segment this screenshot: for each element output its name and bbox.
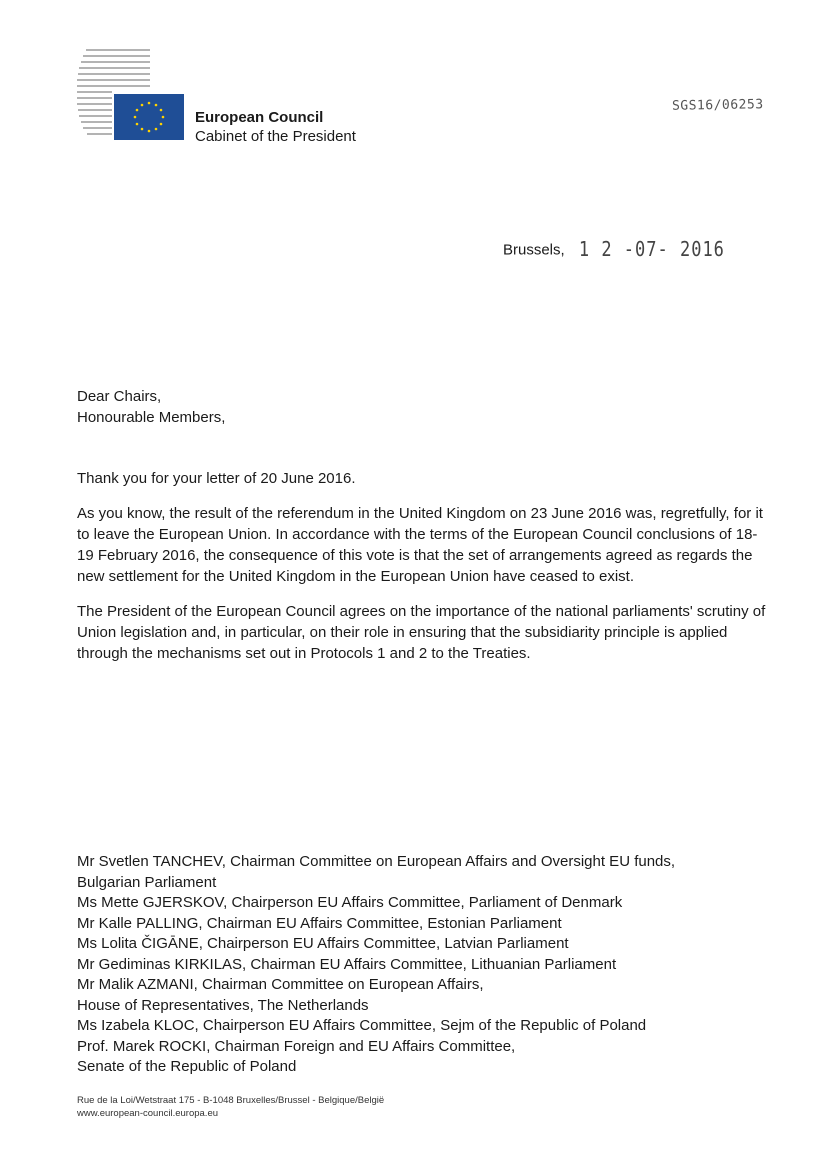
letterhead [195, 108, 356, 146]
reference-stamp: SGS16/06253 [671, 97, 764, 114]
letter-body [77, 468, 767, 678]
recipient-line: Prof. Marek ROCKI, Chairman Foreign and EU Affairs Committee, [77, 1037, 516, 1055]
paragraph: Thank you for your letter of 20 June 2016. [77, 470, 356, 487]
paragraph: The President of the European Council agrees on the importance of the national parliaments' scrutiny of Union legislation and, in particular, on their role in ensuring that the subsidiarity principle is applied through the mechanisms set out in Protocols 1 and 2 to the Treaties. [77, 603, 766, 662]
recipient-line: Senate of the Republic of Poland [77, 1058, 297, 1075]
date-stamp: 1 2 -07- 2016 [578, 238, 725, 262]
recipient-line: Ms Lolita ČIGĀNE, Chairperson EU Affairs Committee, Latvian Parliament [77, 935, 569, 952]
recipient-line: Mr Kalle PALLING, Chairman EU Affairs Committee, Estonian Parliament [77, 914, 562, 932]
recipient-line: Mr Svetlen TANCHEV, Chairman Committee on European Affairs and Oversight EU funds, [77, 853, 676, 870]
dateline-city: Brussels, [503, 241, 565, 259]
recipient-line: Mr Gediminas KIRKILAS, Chairman EU Affairs Committee, Lithuanian Parliament [77, 955, 617, 973]
salutation-line: Honourable Members, [77, 409, 226, 426]
paragraph: As you know, the result of the referendum in the United Kingdom on 23 June 2016 was, regretfully, for it to leave the European Union. In accordance with the terms of the European Council conclusions of 18-19 February 2016, the consequence of this vote is that the set of arrangements agreed as regards the new settlement for the United Kingdom in the European Union have ceased to exist. [77, 505, 763, 585]
footer-address: Rue de la Loi/Wetstraat 175 - B-1048 Bruxelles/Brussel - Belgique/België [77, 1095, 385, 1106]
footer-website: www.european-council.europa.eu [77, 1108, 219, 1119]
footer [77, 1094, 384, 1120]
recipient-line: Ms Mette GJERSKOV, Chairperson EU Affairs Committee, Parliament of Denmark [77, 894, 623, 911]
recipient-line: Bulgarian Parliament [77, 873, 217, 891]
european-council-logo-icon [74, 46, 194, 146]
salutation-line: Dear Chairs, [77, 388, 162, 405]
organization-name: European Council [195, 109, 324, 126]
recipient-line: Mr Malik AZMANI, Chairman Committee on European Affairs, [77, 976, 484, 993]
salutation [77, 386, 225, 428]
recipient-line: Ms Izabela KLOC, Chairperson EU Affairs Committee, Sejm of the Republic of Poland [77, 1017, 647, 1034]
dateline [503, 240, 725, 260]
recipient-line: House of Representatives, The Netherlands [77, 996, 369, 1014]
organization-subtitle: Cabinet of the President [195, 128, 356, 145]
recipient-list [77, 852, 777, 1078]
eu-flag-icon [114, 94, 184, 140]
